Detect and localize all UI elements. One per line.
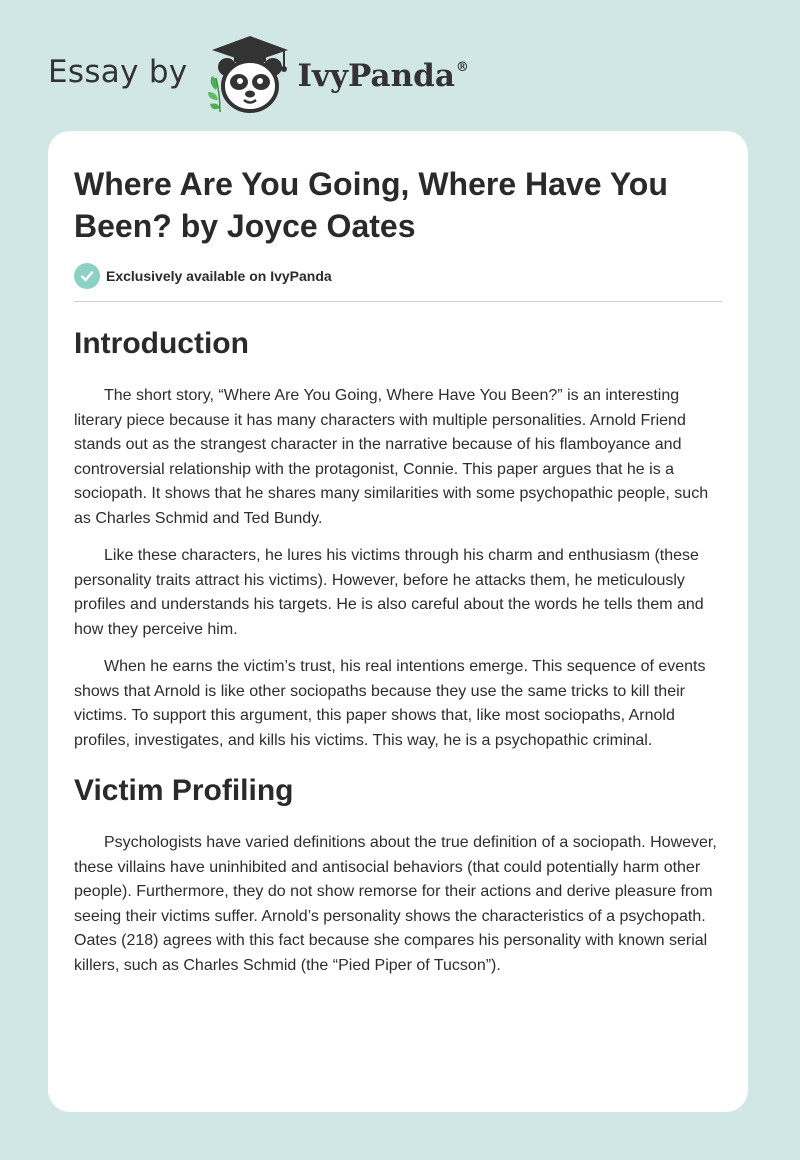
paragraph: When he earns the victim’s trust, his real intentions emerge. This sequence of events shows that Arnold is like other sociopaths because they use the same tricks to kill their victims. To support this argument, this paper shows that, like most sociopaths, Arnold profiles, investigates, and kills his victims. This way, he is a psychopathic criminal. — [74, 658, 706, 749]
paragraph: Like these characters, he lures his victims through his charm and enthusiasm (these personality traits attract his victims). However, before he attacks them, he meticulously profiles and understands his targets. He is also careful about the words he tells them and how they perceive him. — [74, 547, 704, 638]
section-heading-victim-profiling: Victim Profiling — [74, 774, 294, 807]
section-heading-introduction: Introduction — [74, 327, 249, 360]
ivypanda-logo-icon[interactable] — [204, 34, 296, 114]
essay-card — [48, 131, 748, 1112]
brand-name[interactable]: IvyPanda® — [297, 58, 469, 94]
checkmark-icon — [74, 263, 100, 289]
essay-title: Where Are You Going, Where Have You Been? by Joyce Oates — [74, 166, 668, 244]
exclusive-badge — [74, 263, 722, 289]
site-header — [48, 34, 469, 114]
registered-mark: ® — [455, 60, 469, 75]
paragraph: Psychologists have varied definitions about the true definition of a sociopath. However, these villains have uninhibited and antisocial behaviors (that could potentially harm other people). Furthermore, they do not show remorse for their actions and derive pleasure from seeing their victims suffer. Arnold’s personality shows the characteristics of a psychopath. Oates (218) agrees with this fact because she compares his personality with known serial killers, such as Charles Schmid (the “Pied Piper of Tucson”). — [74, 834, 717, 974]
essay-by-label: Essay by — [48, 54, 188, 90]
paragraph: The short story, “Where Are You Going, Where Have You Been?” is an interesting literary piece because it has many characters with multiple personalities. Arnold Friend stands out as the strangest character in the narrative because of his flamboyance and controversial relationship with the protagonist, Connie. This paper argues that he is a sociopath. It shows that he shares many similarities with some psychopathic people, such as Charles Schmid and Ted Bundy. — [74, 387, 709, 527]
exclusive-badge-text: Exclusively available on IvyPanda — [106, 268, 332, 284]
divider — [74, 301, 722, 302]
